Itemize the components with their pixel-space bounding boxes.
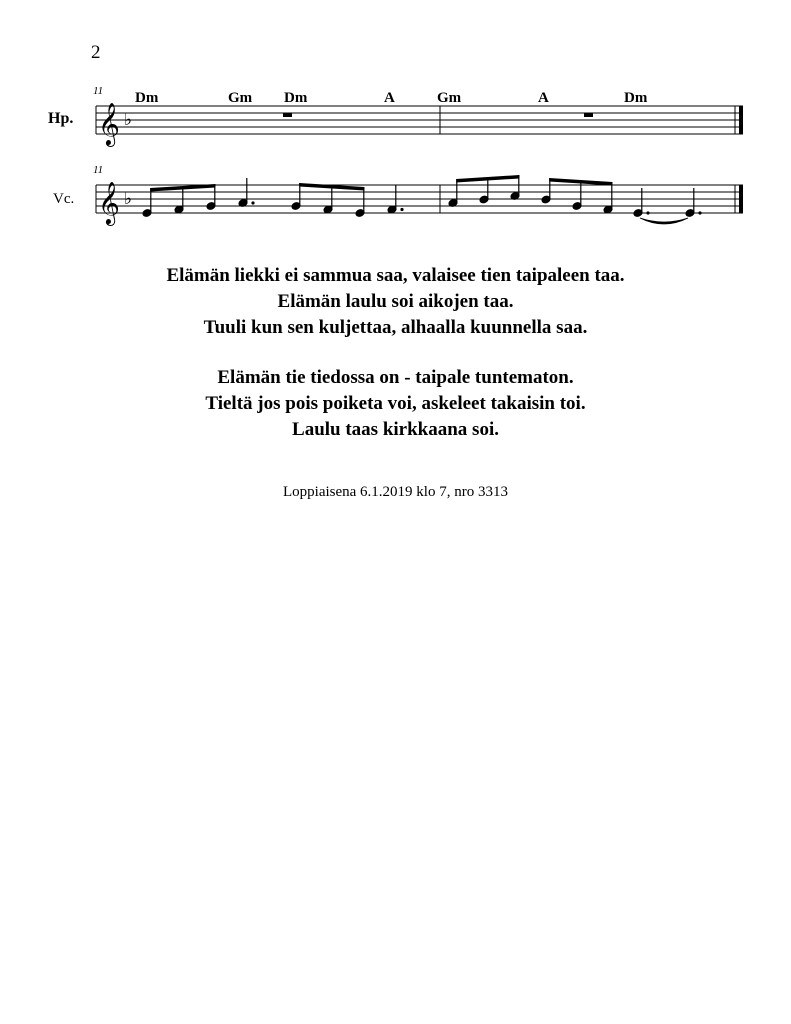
instrument-label-cello: Vc. [53, 191, 75, 207]
chord-symbols [135, 90, 648, 106]
lyric-line: Tuuli kun sen kuljettaa, alhaalla kuunnella saa. [203, 317, 588, 338]
treble-clef-icon: 𝄞 [98, 102, 120, 145]
music-score [0, 0, 791, 240]
notes [142, 178, 404, 217]
notes [448, 175, 702, 217]
flat-icon: ♭ [124, 110, 133, 130]
whole-rest-icon [283, 113, 292, 117]
final-barline [739, 185, 743, 213]
tie [640, 218, 688, 224]
final-barline [739, 106, 743, 134]
dot [698, 211, 701, 214]
page-number: 2 [91, 42, 101, 63]
lyrics-stanza-1 [0, 263, 791, 341]
lyric-line: Tieltä jos pois poiketa voi, askeleet takaisin toi. [205, 393, 586, 414]
chord-symbol: Gm [437, 90, 462, 106]
chord-symbol: Gm [228, 90, 253, 106]
lyrics-stanza-2 [0, 365, 791, 443]
lyric-line: Elämän liekki ei sammua saa, valaisee tien taipaleen taa. [166, 265, 625, 286]
flat-icon: ♭ [124, 189, 133, 209]
treble-clef-icon: 𝄞 [98, 181, 120, 224]
instrument-label-harp: Hp. [48, 110, 74, 127]
chord-symbol: Dm [624, 90, 648, 106]
lyric-line: Elämän laulu soi aikojen taa. [277, 291, 514, 312]
dot [646, 211, 649, 214]
footer-note: Loppiaisena 6.1.2019 klo 7, nro 3313 [283, 484, 508, 500]
chord-symbol: A [384, 90, 395, 106]
cello-staff [96, 185, 743, 213]
lyric-line: Elämän tie tiedossa on - taipale tuntematon. [217, 367, 574, 388]
dot [400, 208, 403, 211]
chord-symbol: Dm [284, 90, 308, 106]
chord-symbol: A [538, 90, 549, 106]
lyric-line: Laulu taas kirkkaana soi. [292, 419, 499, 440]
chord-symbol: Dm [135, 90, 159, 106]
measure-number-harp: 11 [93, 85, 104, 97]
dot [251, 201, 254, 204]
harp-staff [96, 106, 743, 134]
measure-number-cello: 11 [93, 164, 104, 176]
whole-rest-icon [584, 113, 593, 117]
